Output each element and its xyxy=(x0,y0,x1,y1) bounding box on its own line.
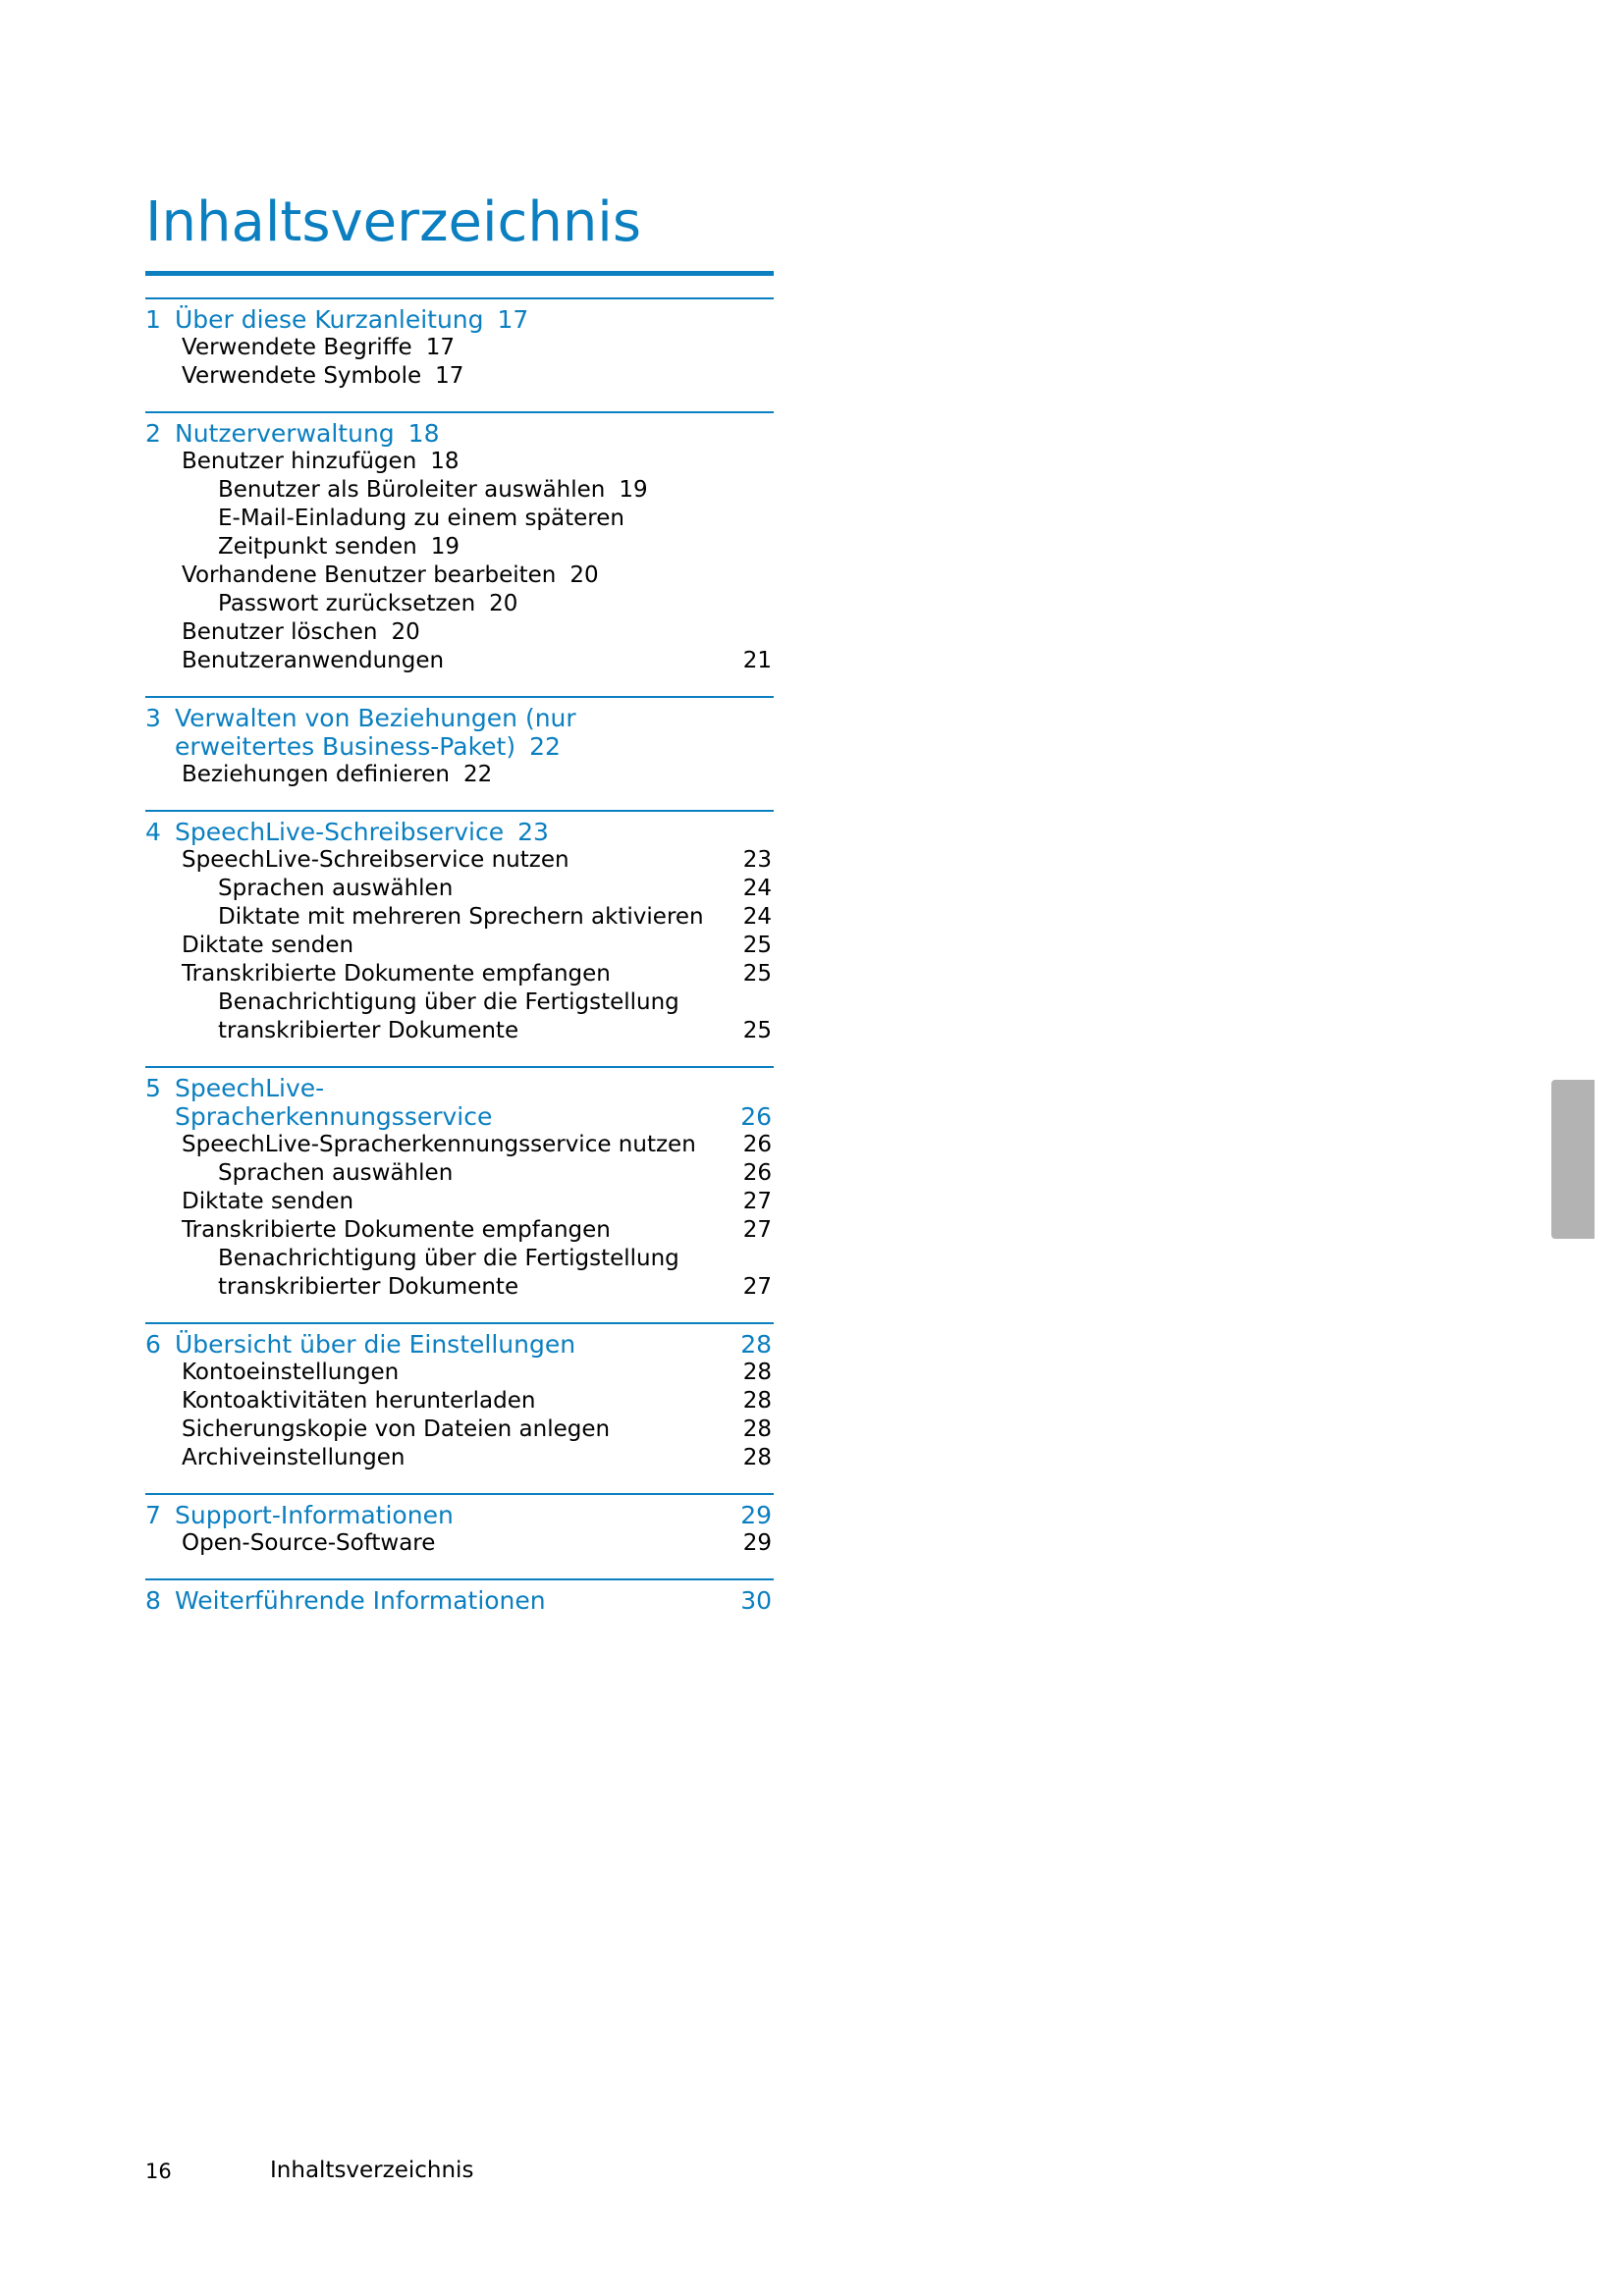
toc-entry[interactable] xyxy=(145,1387,774,1415)
toc-entry-text: Transkribierte Dokumente empfangen xyxy=(182,1217,611,1243)
toc-chapter-number: 3 xyxy=(145,704,161,732)
toc-entry-label xyxy=(182,561,601,590)
toc-entry-text: Über diese Kurzanleitung xyxy=(175,305,484,334)
toc-entry[interactable] xyxy=(145,932,774,960)
toc-entry-text: SpeechLive-Spracherkennungsservice nutzen xyxy=(182,1132,696,1157)
toc-entry[interactable] xyxy=(145,476,774,505)
toc-entry[interactable] xyxy=(145,1245,774,1273)
footer-title: Inhaltsverzeichnis xyxy=(270,2158,474,2183)
toc-entry-text: SpeechLive-Schreibservice nutzen xyxy=(182,847,569,873)
toc-entry[interactable] xyxy=(145,1017,774,1045)
toc-chapter-entry[interactable] xyxy=(145,818,774,846)
toc-entry-label xyxy=(218,988,679,1017)
toc-entry-text: Verwendete Symbole xyxy=(182,363,422,389)
toc-entry-text: Benutzeranwendungen xyxy=(182,648,445,673)
toc-entry-label xyxy=(218,903,704,932)
toc-page-number: 18 xyxy=(407,419,440,448)
toc-entry-label xyxy=(182,960,611,988)
toc-entry[interactable] xyxy=(145,1415,774,1444)
toc-chapter-number: 5 xyxy=(145,1074,161,1102)
toc-entry-text: Archiveinstellungen xyxy=(182,1445,406,1470)
toc-chapter-number: 7 xyxy=(145,1501,161,1529)
toc-page-number: 26 xyxy=(740,1102,772,1131)
toc-entry-text: erweitertes Business-Paket) xyxy=(175,732,516,761)
toc-page-number: 19 xyxy=(619,477,648,503)
toc-entry-text: Passwort zurücksetzen xyxy=(218,591,476,616)
toc-entry-text: transkribierter Dokumente xyxy=(218,1018,519,1043)
toc-entry-text: Sicherungskopie von Dateien anlegen xyxy=(182,1416,611,1442)
table-of-contents xyxy=(145,297,774,1635)
toc-page-number: 23 xyxy=(517,818,549,846)
toc-entry-label xyxy=(182,761,494,789)
toc-entry[interactable] xyxy=(145,334,774,362)
toc-chapter-entry[interactable] xyxy=(145,1586,774,1615)
toc-entry-label xyxy=(218,1159,453,1188)
toc-entry-label xyxy=(145,1586,546,1615)
toc-entry-label xyxy=(145,1501,454,1529)
toc-entry[interactable] xyxy=(145,647,774,675)
toc-chapter-entry[interactable] xyxy=(145,732,774,761)
toc-entry-label xyxy=(218,1017,518,1045)
toc-entry-label xyxy=(145,1330,575,1359)
toc-entry[interactable] xyxy=(145,1273,774,1302)
toc-chapter-entry[interactable] xyxy=(145,1330,774,1359)
toc-entry-text: Beziehungen definieren xyxy=(182,762,450,787)
toc-entry-label xyxy=(218,533,461,561)
toc-entry-text: Verwalten von Beziehungen (nur xyxy=(175,704,576,732)
toc-entry-text: Übersicht über die Einstellungen xyxy=(175,1330,576,1359)
toc-page-number: 28 xyxy=(742,1445,772,1470)
toc-entry-label xyxy=(182,1131,696,1159)
toc-entry-label xyxy=(182,618,422,647)
toc-entry-text: E-Mail-Einladung zu einem späteren xyxy=(218,506,624,531)
toc-entry-text: transkribierter Dokumente xyxy=(218,1274,519,1300)
toc-page-number: 25 xyxy=(742,933,772,958)
toc-entry-label xyxy=(145,1102,492,1131)
toc-entry-text: SpeechLive- xyxy=(175,1074,325,1102)
toc-section xyxy=(145,1578,774,1635)
toc-entry-label xyxy=(182,932,353,960)
toc-entry-label xyxy=(145,419,441,448)
toc-entry-text: Kontoaktivitäten herunterladen xyxy=(182,1388,536,1414)
toc-chapter-entry[interactable] xyxy=(145,1501,774,1529)
toc-entry[interactable] xyxy=(145,590,774,618)
toc-entry-label xyxy=(145,1074,324,1102)
toc-entry-label xyxy=(182,1444,405,1472)
toc-entry-label xyxy=(182,362,465,391)
toc-entry[interactable] xyxy=(145,903,774,932)
toc-entry-text: Open-Source-Software xyxy=(182,1530,436,1556)
toc-chapter-entry[interactable] xyxy=(145,305,774,334)
toc-page-number: 25 xyxy=(742,961,772,987)
toc-page-number: 28 xyxy=(742,1388,772,1414)
toc-entry-label xyxy=(218,505,640,533)
toc-entry[interactable] xyxy=(145,846,774,875)
toc-entry[interactable] xyxy=(145,960,774,988)
toc-chapter-number: 6 xyxy=(145,1330,161,1359)
toc-entry[interactable] xyxy=(145,533,774,561)
toc-entry[interactable] xyxy=(145,561,774,590)
toc-entry-text: SpeechLive-Schreibservice xyxy=(175,818,505,846)
toc-entry[interactable] xyxy=(145,875,774,903)
toc-page-number: 21 xyxy=(742,648,772,673)
toc-page-number: 17 xyxy=(497,305,529,334)
toc-entry-text: Zeitpunkt senden xyxy=(218,534,417,560)
toc-entry[interactable] xyxy=(145,618,774,647)
toc-page-number: 27 xyxy=(742,1217,772,1243)
toc-entry-text: Verwendete Begriffe xyxy=(182,335,412,360)
toc-page-number: 30 xyxy=(740,1586,772,1615)
toc-entry-label xyxy=(145,305,530,334)
title-rule xyxy=(145,271,774,276)
toc-entry-text: Sprachen auswählen xyxy=(218,876,454,901)
toc-entry-label xyxy=(218,875,453,903)
toc-entry-label xyxy=(182,647,444,675)
toc-page-number: 26 xyxy=(742,1132,772,1157)
toc-page-number: 24 xyxy=(742,876,772,901)
toc-chapter-number: 4 xyxy=(145,818,161,846)
toc-entry-text: Diktate mit mehreren Sprechern aktivieren xyxy=(218,904,704,930)
toc-section xyxy=(145,411,774,696)
page-title: Inhaltsverzeichnis xyxy=(145,190,642,254)
toc-page-number: 19 xyxy=(430,534,460,560)
toc-page-number: 25 xyxy=(742,1018,772,1043)
toc-page-number: 28 xyxy=(742,1416,772,1442)
side-tab-marker xyxy=(1551,1080,1595,1239)
toc-section xyxy=(145,1493,774,1578)
toc-entry[interactable] xyxy=(145,1216,774,1245)
toc-entry-label xyxy=(182,334,457,362)
toc-section xyxy=(145,1066,774,1322)
toc-entry-label xyxy=(182,1387,535,1415)
toc-entry-text: Diktate senden xyxy=(182,1189,354,1214)
toc-entry[interactable] xyxy=(145,1359,774,1387)
toc-entry-label xyxy=(182,1529,435,1558)
toc-entry[interactable] xyxy=(145,1188,774,1216)
toc-page-number: 24 xyxy=(742,904,772,930)
toc-entry-text: Benutzer als Büroleiter auswählen xyxy=(218,477,606,503)
toc-page-number: 17 xyxy=(425,335,455,360)
toc-entry[interactable] xyxy=(145,761,774,789)
toc-chapter-number: 8 xyxy=(145,1586,161,1615)
toc-entry-label xyxy=(182,1359,399,1387)
toc-page-number: 29 xyxy=(740,1501,772,1529)
toc-entry-text: Benutzer löschen xyxy=(182,619,378,645)
toc-section xyxy=(145,1322,774,1493)
toc-entry-label xyxy=(218,590,519,618)
toc-entry[interactable] xyxy=(145,448,774,476)
toc-page-number: 28 xyxy=(742,1360,772,1385)
toc-page-number: 27 xyxy=(742,1189,772,1214)
toc-entry-label xyxy=(145,818,551,846)
toc-entry-label xyxy=(218,476,650,505)
toc-page-number: 22 xyxy=(529,732,561,761)
toc-entry-label xyxy=(145,704,592,732)
toc-section xyxy=(145,696,774,810)
toc-page-number: 28 xyxy=(740,1330,772,1359)
toc-entry[interactable] xyxy=(145,988,774,1017)
toc-page-number: 22 xyxy=(462,762,493,787)
toc-entry-label xyxy=(218,1273,518,1302)
toc-page-number: 29 xyxy=(742,1530,772,1556)
page-number: 16 xyxy=(145,2160,172,2183)
toc-page-number: 26 xyxy=(742,1160,772,1186)
toc-page-number: 17 xyxy=(435,363,464,389)
toc-page-number: 20 xyxy=(489,591,518,616)
toc-entry-text: Vorhandene Benutzer bearbeiten xyxy=(182,562,557,588)
toc-entry-label xyxy=(145,732,563,761)
toc-entry-text: Benachrichtigung über die Fertigstellung xyxy=(218,989,679,1015)
toc-entry-text: Spracherkennungsservice xyxy=(175,1102,493,1131)
toc-entry-label xyxy=(218,1245,679,1273)
toc-entry[interactable] xyxy=(145,1131,774,1159)
toc-entry-text: Benachrichtigung über die Fertigstellung xyxy=(218,1246,679,1271)
toc-section xyxy=(145,297,774,411)
toc-entry[interactable] xyxy=(145,505,774,533)
toc-entry-text: Benutzer hinzufügen xyxy=(182,449,417,474)
toc-page-number: 23 xyxy=(742,847,772,873)
toc-entry-label xyxy=(182,1415,610,1444)
toc-page-number: 20 xyxy=(569,562,599,588)
toc-entry[interactable] xyxy=(145,1444,774,1472)
toc-entry[interactable] xyxy=(145,1159,774,1188)
toc-page-number: 20 xyxy=(391,619,420,645)
toc-entry[interactable] xyxy=(145,362,774,391)
toc-section xyxy=(145,810,774,1066)
toc-chapter-entry[interactable] xyxy=(145,704,774,732)
toc-chapter-entry[interactable] xyxy=(145,1074,774,1102)
toc-entry-text: Diktate senden xyxy=(182,933,354,958)
toc-chapter-number: 2 xyxy=(145,419,161,448)
toc-page-number: 27 xyxy=(742,1274,772,1300)
toc-entry-text: Kontoeinstellungen xyxy=(182,1360,400,1385)
toc-entry-label xyxy=(182,846,569,875)
toc-entry-text: Nutzerverwaltung xyxy=(175,419,395,448)
toc-chapter-entry[interactable] xyxy=(145,419,774,448)
toc-entry-label xyxy=(182,1188,353,1216)
toc-chapter-entry[interactable] xyxy=(145,1102,774,1131)
toc-entry-text: Sprachen auswählen xyxy=(218,1160,454,1186)
toc-entry-text: Weiterführende Informationen xyxy=(175,1586,546,1615)
toc-chapter-number: 1 xyxy=(145,305,161,334)
toc-entry-label xyxy=(182,1216,611,1245)
toc-entry-text: Support-Informationen xyxy=(175,1501,454,1529)
toc-entry-label xyxy=(182,448,461,476)
toc-entry-text: Transkribierte Dokumente empfangen xyxy=(182,961,611,987)
toc-entry[interactable] xyxy=(145,1529,774,1558)
toc-page-number: 18 xyxy=(430,449,460,474)
